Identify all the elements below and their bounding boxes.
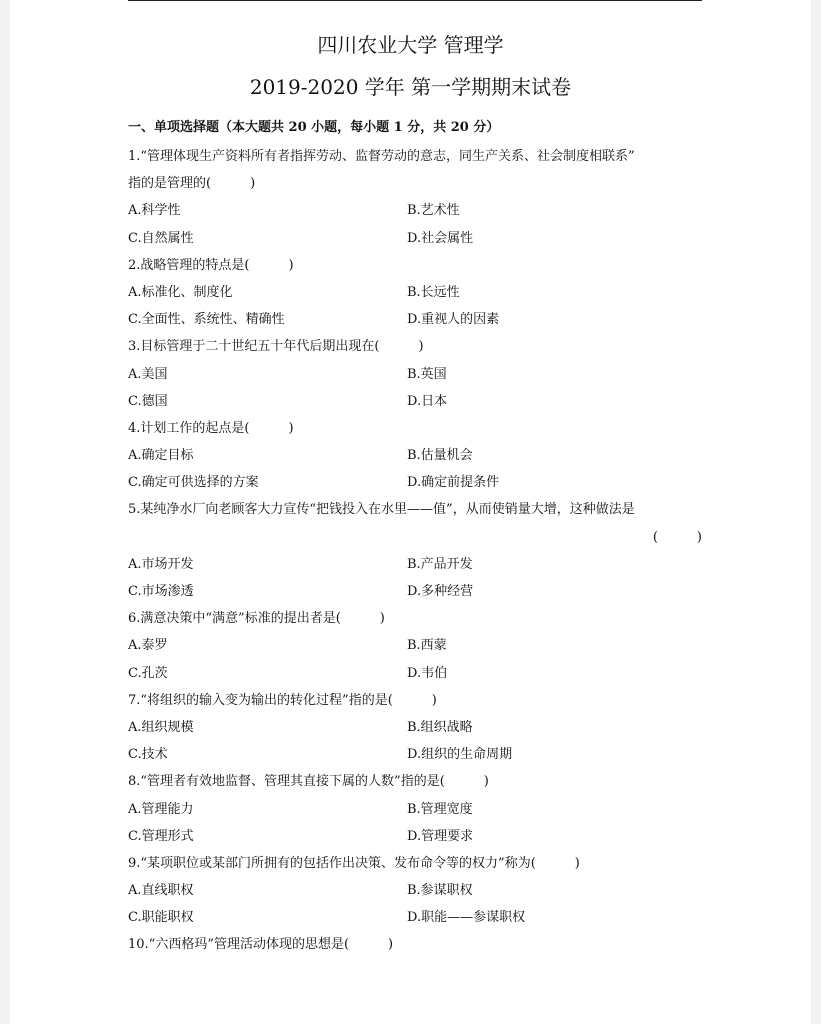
option-grid [128, 279, 702, 333]
answer-option: C.德国 [128, 393, 168, 409]
exam-subtitle: 2019-2020 学年 第一学期期末试卷 [249, 75, 572, 99]
answer-option: D.管理要求 [407, 828, 474, 844]
answer-option: A.泰罗 [128, 638, 168, 654]
answer-option: A.标准化、制度化 [128, 284, 233, 300]
answer-option: C.孔茨 [128, 665, 168, 681]
question-text: 指的是管理的( ) [128, 176, 256, 192]
option-grid [128, 442, 702, 496]
top-rule [128, 0, 702, 1]
answer-option: C.管理形式 [128, 828, 194, 844]
question-text: 4.计划工作的起点是( ) [128, 420, 294, 436]
section-heading: 一、单项选择题（本大题共 20 小题，每小题 1 分，共 20 分） [128, 120, 500, 135]
exam-title: 四川农业大学 管理学 [317, 33, 504, 57]
answer-option: A.市场开发 [128, 556, 194, 572]
question [128, 143, 702, 252]
exam-page [10, 0, 811, 1024]
answer-option: B.艺术性 [407, 203, 460, 219]
answer-option: C.技术 [128, 747, 168, 763]
answer-option: C.全面性、系统性、精确性 [128, 312, 285, 328]
option-grid [128, 551, 702, 605]
answer-option: A.科学性 [128, 203, 181, 219]
question-text: 5.某纯净水厂向老顾客大力宣传“把钱投入在水里——值”，从而使销量大增，这种做法是 [128, 502, 635, 518]
question-text: 10.“六西格玛”管理活动体现的思想是( ) [128, 937, 394, 953]
answer-option: D.社会属性 [407, 230, 474, 246]
question [128, 931, 702, 958]
answer-option: D.确定前提条件 [407, 475, 500, 491]
question-text: 2.战略管理的特点是( ) [128, 257, 294, 273]
question-text: 1.“管理体现生产资料所有者指挥劳动、监督劳动的意志，同生产关系、社会制度相联系” [128, 149, 635, 164]
answer-option: D.重视人的因素 [407, 312, 500, 328]
answer-option: A.确定目标 [128, 448, 194, 464]
option-grid [128, 796, 702, 850]
question [128, 333, 702, 415]
question-list [128, 143, 702, 959]
question-text: 8.“管理者有效地监督、管理其直接下属的人数”指的是( ) [128, 774, 489, 790]
question-text: 7.“将组织的输入变为输出的转化过程”指的是( ) [128, 692, 437, 708]
question [128, 252, 702, 334]
answer-option: B.西蒙 [407, 638, 447, 654]
option-grid [128, 361, 702, 415]
answer-option: B.组织战略 [407, 719, 473, 735]
answer-option: B.长远性 [407, 284, 460, 300]
question-text: 6.满意决策中“满意”标准的提出者是( ) [128, 611, 385, 627]
answer-option: D.多种经营 [407, 584, 474, 599]
question [128, 496, 702, 605]
answer-option: D.职能——参谋职权 [407, 910, 526, 926]
answer-option: D.日本 [407, 393, 448, 409]
answer-option: D.组织的生命周期 [407, 747, 513, 763]
answer-blank: ( ) [652, 529, 702, 545]
question [128, 415, 702, 497]
option-grid [128, 632, 702, 686]
option-grid [128, 197, 702, 251]
option-grid [128, 877, 702, 931]
answer-option: A.组织规模 [128, 719, 194, 735]
answer-option: C.确定可供选择的方案 [128, 475, 259, 491]
answer-option: C.职能职权 [128, 910, 194, 926]
answer-option: B.产品开发 [407, 556, 473, 572]
option-grid [128, 714, 702, 768]
question-text: 3.目标管理于二十世纪五十年代后期出现在( ) [128, 339, 424, 355]
answer-option: B.参谋职权 [407, 883, 473, 899]
answer-option: A.管理能力 [128, 801, 194, 817]
question [128, 850, 702, 932]
question [128, 768, 702, 850]
question [128, 605, 702, 687]
answer-option: B.英国 [407, 366, 447, 382]
answer-option: A.美国 [128, 366, 168, 382]
answer-option: C.自然属性 [128, 230, 194, 246]
answer-option: B.管理宽度 [407, 801, 473, 817]
question [128, 687, 702, 769]
answer-option: D.韦伯 [407, 665, 448, 681]
answer-option: B.估量机会 [407, 448, 473, 464]
question-text: 9.“某项职位或某部门所拥有的包括作出决策、发布命令等的权力”称为( ) [128, 855, 580, 871]
answer-option: A.直线职权 [128, 883, 194, 899]
answer-option: C.市场渗透 [128, 584, 194, 599]
